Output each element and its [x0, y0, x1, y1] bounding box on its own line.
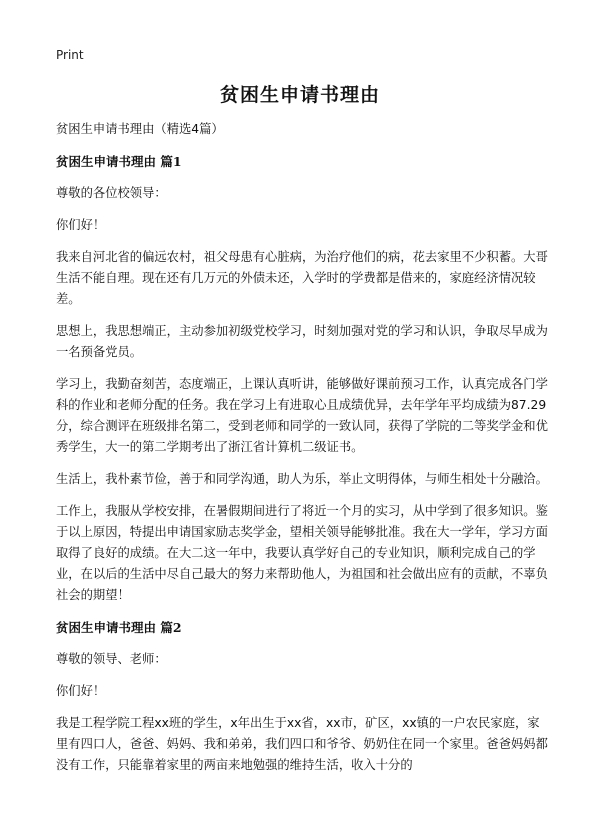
section-1-heading: 贫困生申请书理由 篇1	[56, 154, 182, 169]
section-2-heading: 贫困生申请书理由 篇2	[56, 620, 182, 635]
print-link[interactable]: Print	[56, 48, 84, 62]
section-2-salutation: 尊敬的领导、老师：	[56, 652, 167, 666]
section-2-greeting: 你们好！	[56, 684, 106, 698]
section-2-paragraph: 我是工程学院工程xx班的学生，x年出生于xx省，xx市，矿区，xx镇的一户农民家庭，家里有四口人，爸爸、妈妈、我和弟弟，我们四口和爷爷、奶奶住在同一个家里。爸爸妈妈都没有工作，只能靠着家里的两亩来地勉强的维持生活，收入十分的	[56, 716, 548, 772]
section-1-paragraph: 工作上，我服从学校安排，在暑假期间进行了将近一个月的实习，从中学到了很多知识。鉴于以上原因，特提出申请国家励志奖学金，望相关领导能够批准。我在大一学年，学习方面取得了良好的成绩。在大二这一年中，我要认真学好自己的专业知识，顺利完成自己的学业，在以后的生活中尽自己最大的努力来帮助他人，为祖国和社会做出应有的贡献，不辜负社会的期望！	[56, 504, 548, 602]
page-title: 贫困生申请书理由	[219, 84, 380, 106]
section-1-paragraph: 思想上，我思想端正，主动参加初级党校学习，时刻加强对党的学习和认识，争取尽早成为一名预备党员。	[56, 324, 548, 359]
section-1-paragraph: 学习上，我勤奋刻苦，态度端正，上课认真听讲，能够做好课前预习工作，认真完成各门学科的作业和老师分配的任务。我在学习上有进取心且成绩优异，去年学年平均成绩为87.29分，综合测评在班级排名第二，受到老师和同学的一致认同，获得了学院的二等奖学金和优秀学生，大一的第二学期考出了浙江省计算机二级证书。	[56, 377, 548, 454]
section-1-salutation: 尊敬的各位校领导：	[56, 186, 167, 200]
document-body	[56, 119, 550, 787]
section-1-greeting: 你们好！	[56, 218, 106, 232]
section-1-paragraph: 生活上，我朴素节俭，善于和同学沟通，助人为乐，举止文明得体，与师生相处十分融洽。	[56, 472, 548, 486]
document-subtitle: 贫困生申请书理由（精选4篇）	[56, 122, 224, 136]
section-1-paragraph: 我来自河北省的偏远农村，祖父母患有心脏病，为治疗他们的病，花去家里不少积蓄。大哥生活不能自理。现在还有几万元的外债未还，入学时的学费都是借来的，家庭经济情况较差。	[56, 250, 548, 306]
